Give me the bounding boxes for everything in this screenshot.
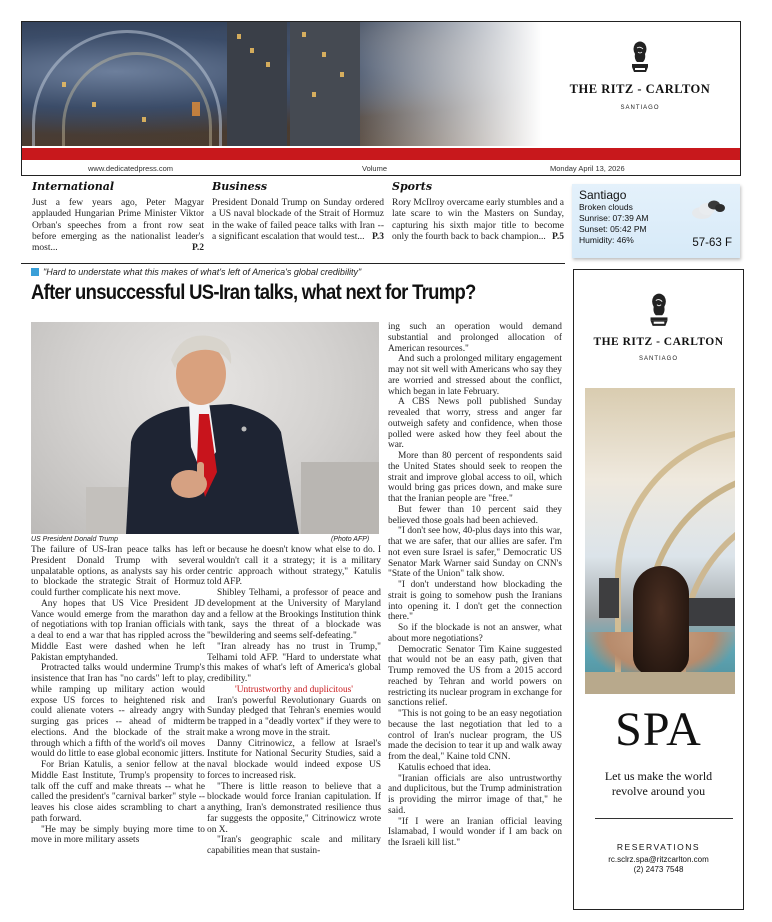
weather-widget <box>572 184 740 258</box>
column-2-part-a <box>207 545 381 685</box>
weather-sunset: Sunset: 05:42 PM <box>579 224 647 234</box>
article-paragraph: "He may be simply buying more time to move in more military assets <box>31 824 205 846</box>
teaser-body: Rory McIlroy overcame early stumbles and a late scare to win the Masters on Sunday, capturing his sixth major title to become only the fourth back to back champion... <box>392 198 564 242</box>
article-paragraph: "Iran's geographic scale and military capabilities mean that sustain- <box>207 835 381 856</box>
city-skyline-photo <box>22 22 542 146</box>
article-paragraph: A CBS News poll published Sunday revealed that worry, stress and anger far outweigh safety and confidence, when those polled were asked how they feel about the war. <box>388 397 562 451</box>
spa-advertisement[interactable] <box>573 269 744 910</box>
window-light <box>142 117 146 122</box>
article-paragraph: And such a prolonged military engagement may not sit well with Americans who say they are worried and stressed about the conflict, which began in late February. <box>388 354 562 397</box>
article-paragraph: "If I were an Iranian official leaving Islamabad, I would wonder if I am back on the Israeli kill list." <box>388 816 562 848</box>
teaser-page[interactable]: P.3 <box>371 231 384 242</box>
article-photo <box>31 322 379 534</box>
article-paragraph: "I don't see how, 40-plus days into this war, that we are safer, that our allies are safer. I'm not even sure Israel is safer," Democratic US Senator Mark Warner said Sunday on CNN's "State of the Union" talk show. <box>388 526 562 580</box>
volume-label: Volume <box>362 164 388 173</box>
article-paragraph: Iran's powerful Revolutionary Guards on Sunday pledged that Tehran's enemies would be trapped in a "deadly vortex" if they were to make a wrong move in the strait. <box>207 695 381 738</box>
building <box>290 22 360 146</box>
trump-figure <box>31 322 379 534</box>
issue-date: Monday April 13, 2026 <box>550 164 625 173</box>
building <box>227 22 287 146</box>
photo-caption: US President Donald Trump <box>31 536 119 543</box>
teaser-body: Just a few years ago, Peter Magyar applauded Hungarian Prime Minister Viktor Orban's speeches from a front row seat before emerging as the nationalist leader's most... <box>32 198 204 254</box>
article-paragraph: "I don't understand how blockading the strait is going to somehow push the Iranians into opening it. I don't get the connection there." <box>388 580 562 623</box>
planter <box>599 578 619 618</box>
weather-city: Santiago <box>579 188 627 202</box>
article-paragraph: Katulis echoed that idea. <box>398 762 491 773</box>
article-headline[interactable]: After unsuccessful US-Iran talks, what next for Trump? <box>31 281 476 304</box>
teaser-sports[interactable] <box>392 180 564 243</box>
window-light <box>312 92 316 97</box>
section-divider <box>21 263 565 264</box>
website-link[interactable]: www.dedicatedpress.com <box>88 164 174 173</box>
window-light <box>302 32 306 37</box>
lion-crown-icon <box>647 292 671 328</box>
masthead-info-bar <box>22 161 740 176</box>
article-paragraph: "Iranian officials are also untrustworthy and duplicitous, but the Trump administration is providing the mirror image of that," he said. <box>388 773 562 816</box>
article-paragraph: "Iran already has no trust in Trump," Telhami told AFP. "Hard to understate what this makes of what's left of America's global credibility." <box>207 641 381 684</box>
masthead-banner <box>22 22 740 146</box>
teaser-page[interactable]: P.5 <box>551 231 564 242</box>
teaser-business[interactable] <box>212 180 384 243</box>
kicker-text: "Hard to understate what this makes of what's left of America's global credibility" <box>43 267 362 277</box>
ad-brand-name: THE RITZ - CARLTON <box>593 336 724 348</box>
window-light <box>62 82 66 87</box>
teaser-international[interactable] <box>32 180 204 254</box>
masthead-red-bar <box>22 148 740 160</box>
article-column-1 <box>31 545 205 846</box>
weather-temp-range: 57-63 F <box>692 237 732 249</box>
article-paragraph: Shibley Telhami, a professor of peace and development at the University of Maryland and a fellow at the Brookings Institution think tank, says the threat of a blockade was "bewildering and seems self-defeating." <box>207 588 381 641</box>
window-light <box>237 34 241 39</box>
spa-pool-photo <box>585 388 735 694</box>
teaser-text <box>392 198 564 243</box>
weather-sunrise: Sunrise: 07:39 AM <box>579 213 649 223</box>
teaser-page[interactable]: P.2 <box>191 243 204 254</box>
window-light <box>250 48 254 53</box>
article-column-3 <box>388 322 562 849</box>
reservations-label: RESERVATIONS <box>616 842 701 852</box>
lion-crown-icon <box>629 40 651 74</box>
pool-wall <box>685 598 735 626</box>
article-column-2 <box>207 545 381 857</box>
teaser-text <box>212 198 384 243</box>
reservations-phone[interactable]: (2) 2473 7548 <box>633 865 684 874</box>
brand-location: SANTIAGO <box>620 105 660 111</box>
weather-condition: Broken clouds <box>579 202 633 212</box>
article-paragraph: More than 80 percent of respondents said the United States should seek to reopen the strait and improve global access to oil, which would bring gas prices down, and make sure that the Iranian people are "free." <box>388 451 562 504</box>
terrace-lamp <box>192 102 200 116</box>
ad-title: SPA <box>615 703 702 756</box>
article-paragraph: For Brian Katulis, a senior fellow at the Middle East Institute, Trump's propensity to talk off the cuff and make threats -- what he called the president's "carnival barker" style -- leaves his close aides scrambling to chart a path forward. <box>31 760 205 824</box>
article-paragraph: Protracted talks would undermine Trump's insistence that Iran has "no cards" left to play, while ramping up military action would expose US forces to heightened risk and could alienate voters -- already angry with surging gas prices -- ahead of midterm elections. And the blockade of the strait through which a fifth of the world's oil moves would do little to ease global economic jitters. <box>31 663 205 760</box>
teaser-section: Sports <box>392 180 433 193</box>
article-paragraph: or because he doesn't know what else to do. I wouldn't call it a strategy; it is a military centric approach without strategy," Katulis told AFP. <box>207 545 381 588</box>
reservations-email[interactable]: rc.sclrz.spa@ritzcarlton.com <box>608 855 709 864</box>
teaser-text <box>32 198 204 254</box>
window-light <box>340 72 344 77</box>
article-paragraph: So if the blockade is not an answer, what about more negotiations? <box>388 623 562 644</box>
window-light <box>322 52 326 57</box>
article-kicker <box>31 267 361 277</box>
article-paragraph: But fewer than 10 percent said they believed those goals had been achieved. <box>388 504 562 526</box>
teaser-section: Business <box>212 180 268 193</box>
ad-tagline-line-1: Let us make the world <box>604 769 713 783</box>
ad-brand-location: SANTIAGO <box>638 356 678 362</box>
weather-humidity: Humidity: 46% <box>579 235 634 245</box>
ritz-carlton-logo <box>560 40 720 111</box>
article-paragraph: Democratic Senator Tim Kaine suggested that would not be an easy path, given that Trump removed the US from a 2015 accord reached by Tehran and world powers on restricting its nuclear program in exchange for sanctions relief. <box>388 644 562 709</box>
swimmer-hair <box>633 566 689 676</box>
article-paragraph: "There is little reason to believe that a blockade would force Iranian capitulation. If anything, Iran's demonstrated resilience thus far suggests the opposite," Citrinowicz wrote on X. <box>207 781 381 835</box>
window-light <box>92 102 96 107</box>
window-light <box>266 62 270 67</box>
ad-divider <box>595 818 733 819</box>
article-paragraph: The failure of US-Iran peace talks has left President Donald Trump with several unpalatable options, as analysts say his order to blockade the strategic Strait of Hormuz could further complicate his next move. <box>31 545 205 598</box>
article-paragraph: Danny Citrinowicz, a fellow at Israel's Institute for National Security Studies, said a naval blockade would indeed expose US forces to increased risk. <box>207 738 381 781</box>
article-paragraph: ing such an operation would demand substantial and prolonged allocation of American resources." <box>388 322 562 354</box>
article-paragraph: "This is not going to be an easy negotiation because the last negotiation that led to a control of Iran's nuclear program, the US made the decision to tear it up and walk away from the deal," Kaine told CNN. <box>388 709 562 762</box>
teaser-body: President Donald Trump on Sunday ordered a US naval blockade of the Strait of Hormuz in the wake of failed peace talks with Iran -- a significant escalation that would test... <box>212 198 384 242</box>
kicker-marker-icon <box>31 268 39 276</box>
broken-clouds-icon <box>690 198 726 220</box>
column-2-part-b <box>207 696 381 857</box>
photo-credit: (Photo AFP) <box>331 536 370 543</box>
article-paragraph: Any hopes that US Vice President JD Vance would emerge from the marathon day of negotiations with top Iranian officials with a deal to end a war that has rippled across the Middle East were dashed when he left Pakistan emptyhanded. <box>31 598 205 663</box>
ad-tagline <box>574 769 743 799</box>
ad-ritz-carlton-logo <box>574 292 743 362</box>
pool-ledge <box>585 672 735 694</box>
brand-name: THE RITZ - CARLTON <box>569 82 711 96</box>
ad-reservations <box>574 842 743 875</box>
masthead <box>21 21 741 176</box>
article-subhead: 'Untrustworthy and duplicitous' <box>235 684 353 695</box>
teaser-section: International <box>32 180 115 193</box>
ad-tagline-line-2: revolve around you <box>611 784 706 798</box>
